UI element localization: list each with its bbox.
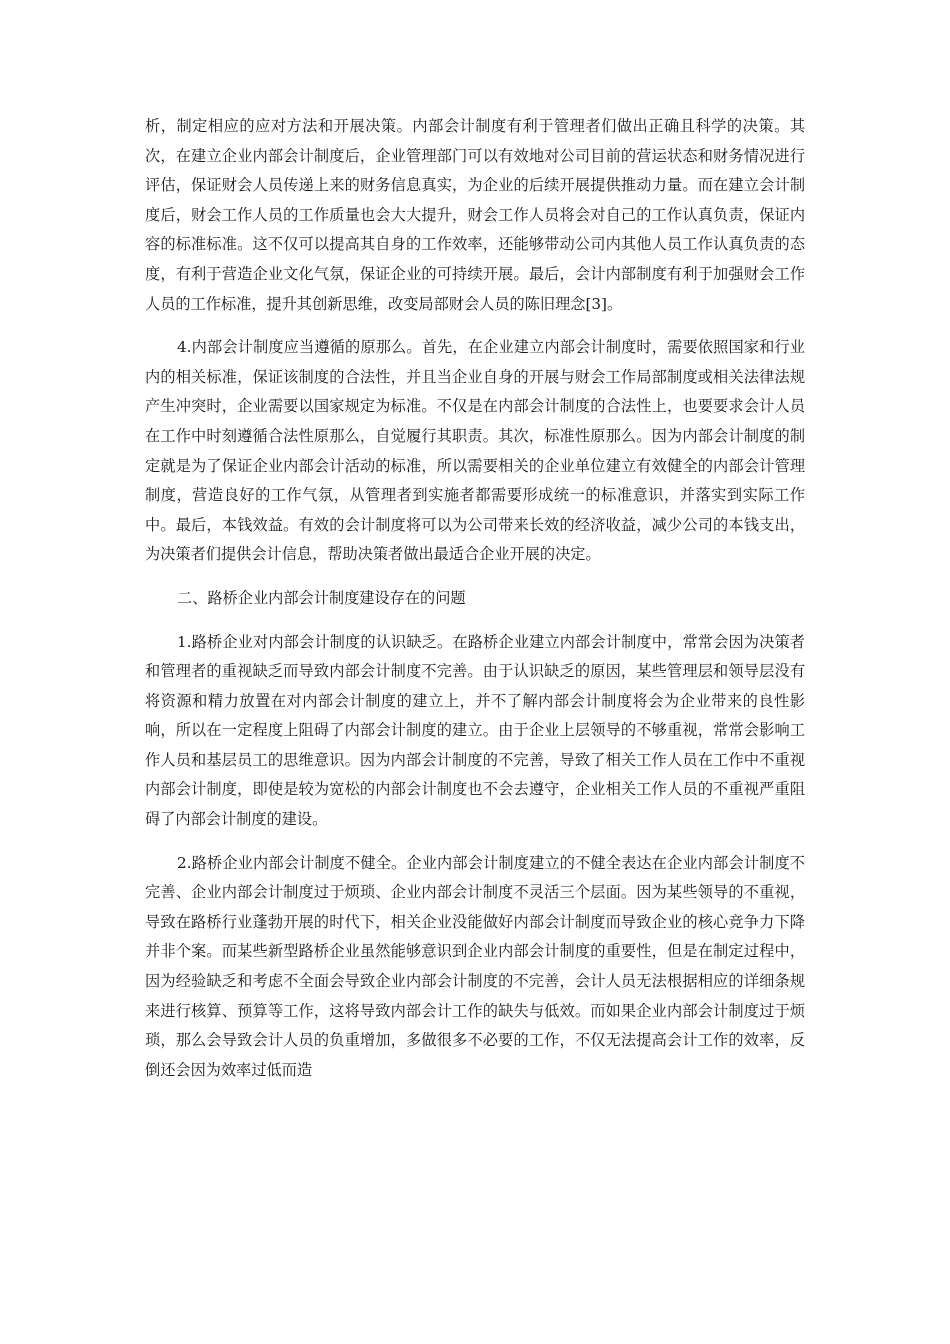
- section-heading: 二、路桥企业内部会计制度建设存在的问题: [177, 588, 466, 607]
- paragraph-gap: [145, 835, 805, 849]
- paragraph-incomplete-system: 2.路桥企业内部会计制度不健全。企业内部会计制度建立的不健全表达在企业内部会计制度不完善、企业内部会计制度过于烦琐、企业内部会计制度不灵活三个层面。因为某些领导的不重视，导致在路桥行业蓬勃开展的时代下，相关企业没能做好内部会计制度而导致企业的核心竞争力下降并非个案。而某些新型路桥企业虽然能够意识到企业内部会计制度的重要性，但是在制定过程中，因为经验缺乏和考虑不全面会导致企业内部会计制度的不完善，会计人员无法根据相应的详细条规来进行核算、预算等工作，这将导致内部会计工作的缺失与低效。而如果企业内部会计制度过于烦琐，那么会导致会计人员的负重增加，多做很多不必要的工作，不仅无法提高会计工作的效率，反倒还会因为效率过低而造: [145, 853, 805, 1079]
- document-page: [145, 112, 805, 1085]
- paragraph-principles: 4.内部会计制度应当遵循的原那么。首先，在企业建立内部会计制度时，需要依照国家和行业内的相关标准，保证该制度的合法性，并且当企业自身的开展与财会工作局部制度或相关法律法规产生冲突时，企业需要以国家规定为标准。不仅是在内部会计制度的合法性上，也要要求会计人员在工作中时刻遵循合法性原那么，自觉履行其职责。其次，标准性原那么。因为内部会计制度的制定就是为了保证企业内部会计活动的标准，所以需要相关的企业单位建立有效健全的内部会计管理制度，营造良好的工作气氛，从管理者到实施者都需要形成统一的标准意识，并落实到实际工作中。最后，本钱效益。有效的会计制度将可以为公司带来长效的经济收益，减少公司的本钱支出，为决策者们提供会计信息，帮助决策者做出最适合企业开展的决定。: [145, 338, 805, 564]
- paragraph-gap: [145, 614, 805, 628]
- paragraph-awareness: 1.路桥企业对内部会计制度的认识缺乏。在路桥企业建立内部会计制度中，常常会因为决策者和管理者的重视缺乏而导致内部会计制度不完善。由于认识缺乏的原因，某些管理层和领导层没有将资源和精力放置在对内部会计制度的建立上，并不了解内部会计制度将会为企业带来的良性影响，所以在一定程度上阻碍了内部会计制度的建立。由于企业上层领导的不够重视，常常会影响工作人员和基层员工的思维意识。因为内部会计制度的不完善，导致了相关工作人员在工作中不重视内部会计制度，即使是较为宽松的内部会计制度也不会去遵守，企业相关工作人员的不重视严重阻碍了内部会计制度的建设。: [145, 632, 805, 829]
- paragraph-continuation: 析，制定相应的应对方法和开展决策。内部会计制度有利于管理者们做出正确且科学的决策。其次，在建立企业内部会计制度后，企业管理部门可以有效地对公司目前的营运状态和财务情况进行评估，保证财会人员传递上来的财务信息真实，为企业的后续开展提供推动力量。而在建立会计制度后，财会工作人员的工作质量也会大大提升，财会工作人员将会对自己的工作认真负责，保证内容的标准标准。这不仅可以提高其自身的工作效率，还能够带动公司内其他人员工作认真负责的态度，有利于营造企业文化气氛，保证企业的可持续开展。最后，会计内部制度有利于加强财会工作人员的工作标准，提升其创新思维，改变局部财会人员的陈旧理念[3]。: [145, 117, 805, 313]
- paragraph-gap: [145, 319, 805, 333]
- paragraph-gap: [145, 570, 805, 584]
